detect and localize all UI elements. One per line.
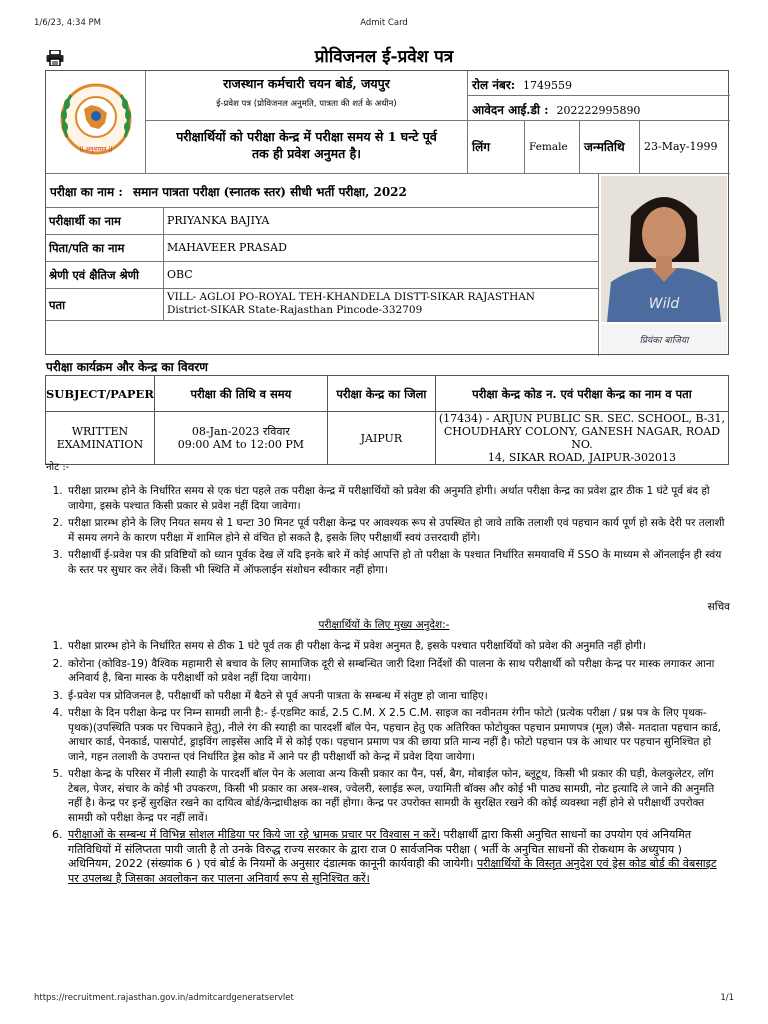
application-id-label: आवेदन आई.डी : [472,103,549,117]
gender-value: Female [525,121,580,173]
unfair-means-text: परीक्षार्थी द्वारा किसी अनुचित साधनों का उपयोग एवं अनियमित गतिविधियों में संलिप्तता पायी जाती है तो उनके विरुद्ध राज्य सरकार के द्वारा राज 0 सार्वजनिक परीक्षा ( भर्ती के अनुचित साधनों की रोकथाम के अध्युपाय ) अधिनियम, 2022 (संख्यांक 6 ) एवं बोर्ड के नियमों के अनुसार दंडात्मक कानूनी कार्यवाही की जायेगी। [68,828,692,870]
address-label: पता [46,289,164,321]
print-footer [34,993,734,1005]
note-item: 1. परीक्षा प्रारम्भ होने के निर्धारित समय से एक घंटा पहले तक परीक्षा केन्द्र में परीक्षार्थियों को प्रवेश की अनुमति होगी। अर्थात परीक्षा केन्द्र का प्रवेश द्वार ठीक 1 घंटे पूर्व बंद हो जायेगा, इसके पश्चात किसी प्रकार से प्रवेश नहीं दिया जावेगा। [66,484,726,513]
logo-motto: || अनुशासन || [79,146,112,153]
svg-text:Wild: Wild [648,296,680,312]
name-label: परीक्षार्थी का नाम [46,208,164,235]
note-item: 3. परीक्षार्थी ई-प्रवेश पत्र की प्रविष्टियों को ध्यान पूर्वक देख लें यदि इनके बारे में कोई आपत्ति हो तो परीक्षा के पश्चात निर्धारित समयावधि में SSO के माध्यम से ऑनलाईन ही स्वंय के स्तर पर सुधार कर लेवें। किसी भी स्थिति में ऑफलाईन संशोधन स्वीकार नहीं होगा। [66,548,726,577]
blank-row [46,321,598,356]
page-title: प्रोविजनल ई-प्रवेश पत्र [314,47,454,67]
exam-time: 09:00 AM to 12:00 PM [177,438,305,451]
centre-line-3: 14, SIKAR ROAD, JAIPUR-302013 [487,451,677,464]
instruction-item: 4. परीक्षा के दिन परीक्षा केन्द्र पर निम्न सामग्री लानी है:- ई-एडमिट कार्ड, 2.5 C.M. X 2.5 C.M. साइज का नवीनतम रंगीन फोटो (प्रत्येक परीक्षा / प्रश्न पत्र के लिए पृथक-पृथक)(उपस्थिति पत्रक पर चिपकाने हेतु), नीले रंग की स्याही का पारदर्शी बॉल पेन, पहचान हेतु एक अतिरिक्त फोटोयुक्त पहचान प्रमाणपत्र (मूल) जैसे- मतदाता पहचान कार्ड, आधार कार्ड, पेनकार्ड, पासपोर्ट, ड्राइविंग लाइसेंस आदि में से कोई एक। पहचान प्रमाण पत्र की छाया प्रति मान्य नहीं है। फोटो पहचान पत्र के आधार पर पहचान सुनिश्चित हो जाने, गहन तलाशी के उपरान्त एवं निर्धारित ड्रेस कोड में आने पर ही परीक्षार्थी को केन्द्र में प्रवेश दिया जायेगा। [66,706,728,764]
date-time-cell [154,412,327,465]
category-label: श्रेणी एवं क्षैतिज श्रेणी [46,262,164,289]
photo-box [598,173,730,356]
dress-code-link: परीक्षार्थियों के विस्तृत अनुदेश एवं ड्रेस कोड बोर्ड की वेबसाइट पर उपलब्ध है जिसका अवलोकन कर पालना अनिवार्य रूप से सुनिश्चित करें। [68,857,717,885]
exam-date: 08-Jan-2023 रविवार [191,425,290,438]
logo-cell [46,71,146,173]
schedule-header-row [46,376,729,412]
schedule-header: परीक्षा केन्द्र कोड न. एवं परीक्षा केन्द्र का नाम व पता [435,376,728,412]
note-item: 2. परीक्षा प्रारम्भ होने के लिए नियत समय से 1 घन्टा 30 मिनट पूर्व परीक्षा केन्द्र पर आवश्यक रूप से उपस्थित हो जावे ताकि तलाशी एवं पहचान कार्य पूर्ण हो सके देरी पर तलाशी में समय लगने के कारण परीक्षा में शामिल होने से वंचित हो सकते है, इसके लिए परीक्षार्थी स्वयं उत्तरदायी होंगे। [66,516,726,545]
category-value: OBC [164,262,598,289]
application-id-value: 202222995890 [556,104,641,117]
instruction-item: 5. परीक्षा केन्द्र के परिसर में नीली स्याही के पारदर्शी बॉल पेन के अलावा अन्य किसी प्रकार का पैन, पर्स, बैग, मोबाईल फोन, ब्लूटूथ, किसी भी प्रकार की घड़ी, केलकुलेटर, लॉग टेबल, पेजर, संचार के कोई भी उपकरण, किसी भी प्रकार का अस्त्र-शस्त्र, ज्वेलरी, स्लाईड रूल, ज्यामिती बॉक्स और कोई भी पाठ्य सामग्री, नोट इत्यादि ले जाने की अनुमति नहीं है। केन्द्र पर इन्हें सुरक्षित रखने का दायित्व बोर्ड/केन्द्राधीक्षक का नहीं होगा। केन्द्र पर उपरोक्त सामग्री के सुरक्षित रखने की कोई व्यवस्था नहीं होने से परीक्षार्थी उपरोक्त सामग्री को परीक्षा केन्द्र पर नहीं लावें। [66,767,728,825]
dob-label: जन्मतिथि [580,121,640,173]
schedule-header: परीक्षा की तिथि व समय [154,376,327,412]
address-value [164,289,598,321]
entry-notice: परीक्षार्थियों को परीक्षा केन्द्र में परीक्षा समय से 1 घन्टे पूर्व तक ही प्रवेश अनुमत है। [176,129,437,161]
gender-label: लिंग [468,121,525,173]
notice-cell [146,121,468,173]
exam-name-value: समान पात्रता परीक्षा (स्नातक स्तर) सीधी भर्ती परीक्षा, 2022 [132,185,407,199]
father-value: MAHAVEER PRASAD [164,235,598,262]
centre-line-2: CHOUDHARY COLONY, GANESH NAGAR, ROAD NO. [443,425,721,451]
secretary-label: सचिव [707,601,730,613]
print-url: https://recruitment.rajasthan.gov.in/admitcardgeneratservlet [34,993,294,1003]
roll-number-label: रोल नंबर: [472,78,516,92]
application-id-row [468,96,730,121]
father-label: पिता/पति का नाम [46,235,164,262]
print-title: Admit Card [360,18,408,28]
instructions-title: परीक्षार्थियों के लिए मुख्य अनुदेश:- [318,619,450,631]
roll-number-row [468,71,730,96]
instruction-item: 1. परीक्षा प्रारम्भ होने के निर्धारित समय से ठीक 1 घंटे पूर्व तक ही परीक्षा केन्द्र में प्रवेश अनुमत है, इसके पश्चात परीक्षार्थियों को प्रवेश की अनुमति नहीं होगी। [66,639,728,654]
board-logo [55,79,137,165]
schedule-row [46,412,729,465]
candidate-photo [601,176,727,322]
signature-text: प्रियंका बाजिया [639,335,689,346]
schedule-table [45,375,729,465]
schedule-header: SUBJECT/PAPER [46,376,155,412]
candidate-signature [601,324,727,354]
note-label: नोट :- [46,462,70,473]
social-media-warning: परीक्षाओं के सम्बन्ध में विभिन्न सोशल मीडिया पर किये जा रहे भ्रामक प्रचार पर विश्वास न करें। [68,828,441,841]
roll-number-value: 1749559 [523,79,573,92]
dob-value: 23-May-1999 [644,140,718,153]
admit-card [45,70,729,355]
district-cell: JAIPUR [327,412,435,465]
centre-line-1: (17434) - ARJUN PUBLIC SR. SEC. SCHOOL, B-31, [438,412,726,425]
org-cell [146,71,468,121]
exam-name-row [46,173,598,208]
org-subtitle: ई-प्रवेश पत्र (प्रोविजनल अनुमति, पात्रता की शर्त के अधीन) [216,99,397,109]
instructions-list [66,639,728,889]
schedule-title: परीक्षा कार्यक्रम और केन्द्र का विवरण [46,360,208,374]
subject-cell: WRITTEN EXAMINATION [46,412,155,465]
address-line-1: VILL- AGLOI PO-ROYAL TEH-KHANDELA DISTT-SIKAR RAJASTHAN [167,291,535,303]
instruction-item: 3. ई-प्रवेश पत्र प्रोविजनल है, परीक्षार्थी को परीक्षा में बैठने से पूर्व अपनी पात्रता के सम्बन्ध में संतुष्ट हो जाना चाहिए। [66,689,728,704]
print-datetime: 1/6/23, 4:34 PM [34,18,102,28]
instruction-item-last [66,828,728,886]
centre-cell [435,412,728,465]
exam-name-label: परीक्षा का नाम : [50,185,123,199]
print-page-number: 1/1 [720,993,734,1003]
schedule-header: परीक्षा केन्द्र का जिला [327,376,435,412]
print-header [34,18,734,30]
org-name: राजस्थान कर्मचारी चयन बोर्ड, जयपुर [223,76,390,91]
notes-list [66,484,726,580]
address-line-2: District-SIKAR State-Rajasthan Pincode-332709 [167,304,423,316]
name-value: PRIYANKA BAJIYA [164,208,598,235]
instruction-item: 2. कोरोना (कोविड-19) वैश्विक महामारी से बचाव के लिए सामाजिक दूरी से सम्बन्धित जारी दिशा निर्देशों की पालना के साथ परीक्षार्थी को परीक्षा केन्द्र पर मास्क लगाकर आना अनिवार्य है, बिना मास्क के परीक्षार्थी को प्रवेश नहीं दिया जायेगा। [66,657,728,686]
